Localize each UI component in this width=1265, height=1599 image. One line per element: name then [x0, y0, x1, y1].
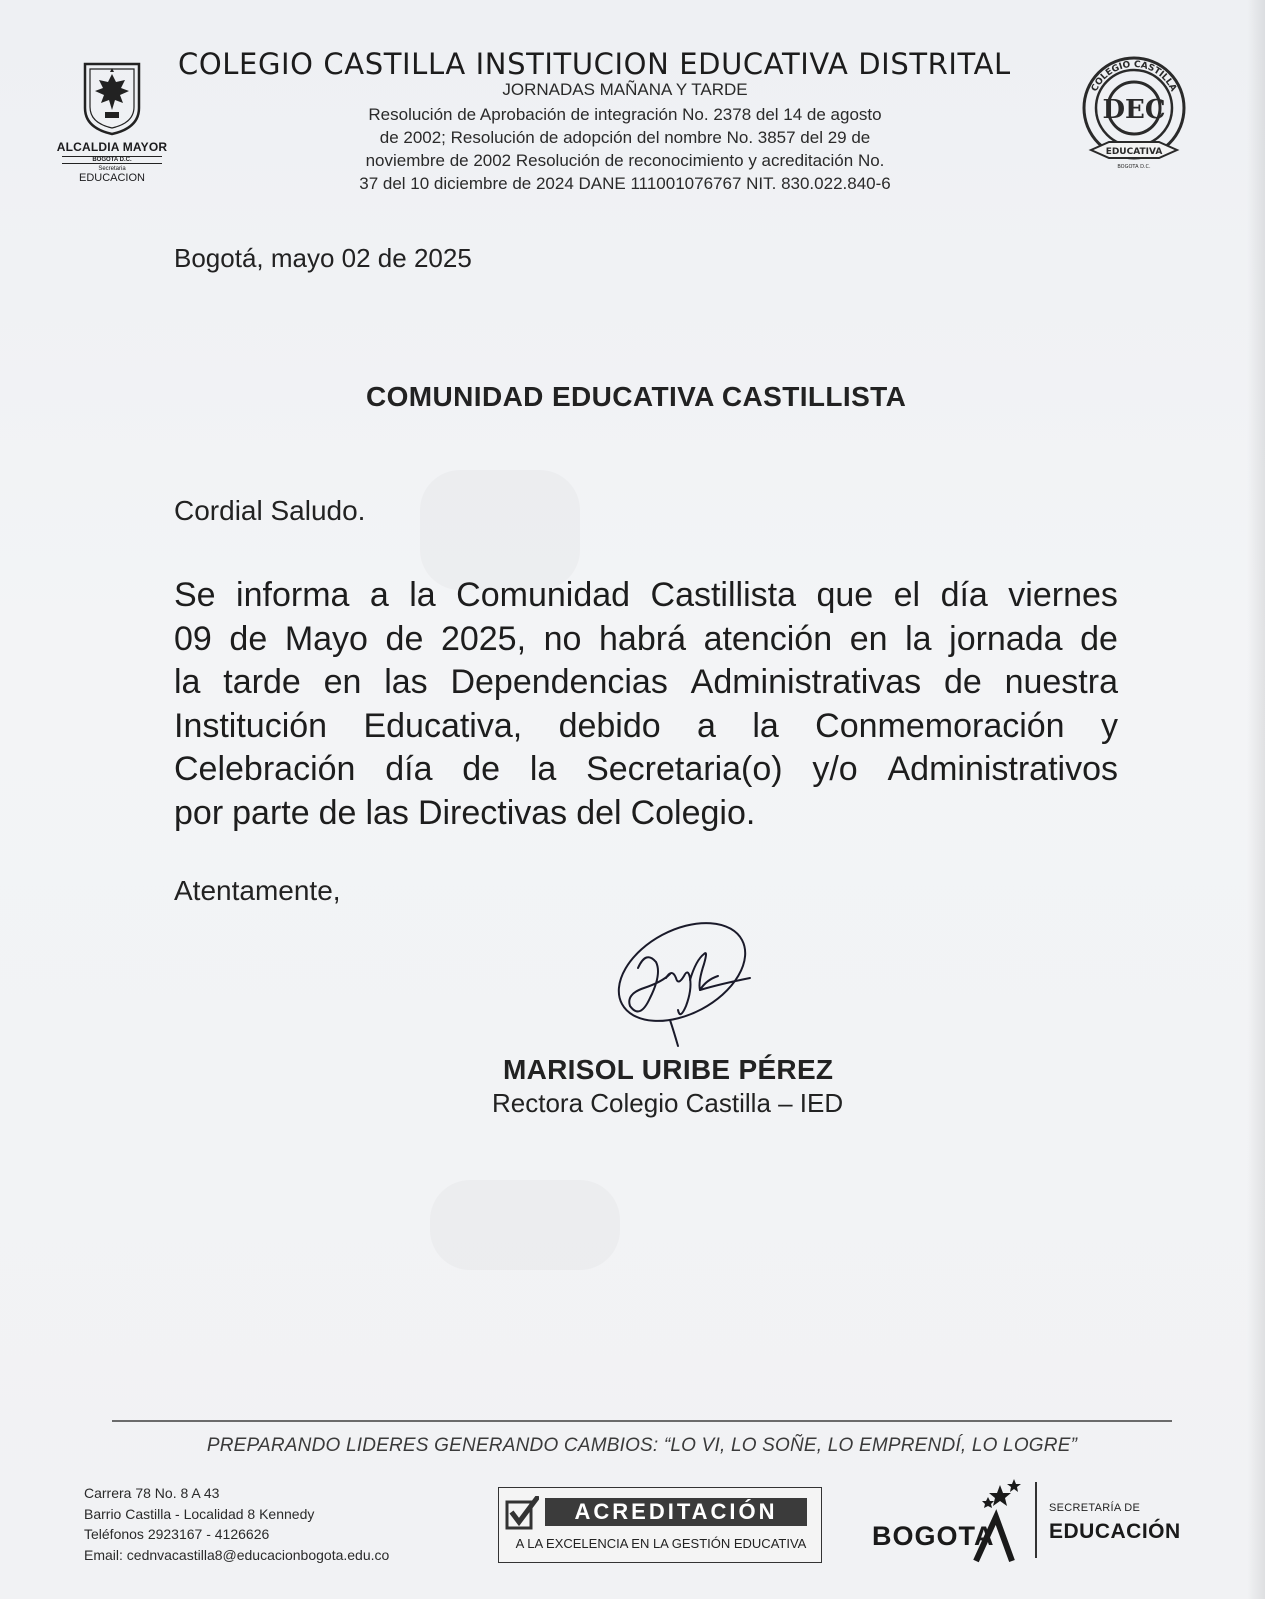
school-shifts: JORNADAS MAÑANA Y TARDE: [502, 80, 748, 99]
footer-logo-divider: [1035, 1482, 1037, 1558]
body-word: la: [752, 706, 779, 745]
body-word: 2025,: [440, 619, 527, 658]
body-line: [174, 661, 1118, 705]
body-word: Institución: [174, 706, 328, 745]
body-word: día: [385, 750, 433, 788]
body-word: que: [816, 576, 874, 614]
signer-role: Rectora Colegio Castilla – IED: [492, 1088, 844, 1118]
resolution-line: noviembre de 2002 Resolución de reconocimiento y acreditación No.: [365, 151, 885, 170]
body-word: Conmemoración: [815, 706, 1065, 745]
body-word: no: [543, 619, 582, 658]
body-word: debido: [558, 706, 661, 745]
letter-addressee: COMUNIDAD EDUCATIVA CASTILLISTA: [366, 381, 907, 412]
letter-body: [174, 574, 1118, 835]
body-word: Secretaria(o): [586, 750, 783, 788]
body-word: Se: [174, 576, 216, 614]
body-word: Colegio.: [630, 793, 756, 832]
body-word: día: [940, 576, 988, 614]
body-word: nuestra: [1004, 663, 1118, 701]
body-word: y/o: [812, 750, 858, 788]
body-word: tarde: [223, 663, 301, 701]
body-word: Administrativas: [690, 663, 922, 701]
body-word: el: [893, 576, 921, 614]
letter-date: Bogotá, mayo 02 de 2025: [174, 243, 472, 273]
body-word: de: [1080, 619, 1118, 658]
alcaldia-logo: [52, 60, 172, 196]
contact-address: Carrera 78 No. 8 A 43: [84, 1485, 220, 1501]
coat-of-arms-icon: [81, 60, 143, 136]
school-motto: PREPARANDO LIDERES GENERANDO CAMBIOS: “LO VI, LO SOÑE, LO EMPRENDÍ, LO LOGRE”: [206, 1435, 1078, 1456]
paper-bleed-through: [430, 1180, 620, 1270]
body-word: de: [462, 750, 501, 788]
body-word: por: [174, 793, 224, 832]
bogota-stars-icon: [968, 1479, 1028, 1563]
resolution-line: Resolución de Aprobación de integración No. 2378 del 14 de agosto: [368, 105, 882, 124]
handwritten-signature: [600, 920, 780, 1050]
body-word: Mayo: [284, 619, 368, 658]
body-line: [174, 705, 1118, 749]
body-word: Administrativos: [887, 750, 1118, 788]
secretaria-label: Secretaria: [98, 166, 126, 172]
educacion-label: EDUCACIÓN: [1049, 1520, 1181, 1543]
contact-email: Email: cednvacastilla8@educacionbogota.edu.co: [84, 1546, 390, 1563]
body-word: atención: [703, 619, 833, 658]
contact-neighborhood: Barrio Castilla - Localidad 8 Kennedy: [84, 1505, 315, 1522]
body-word: de: [385, 619, 424, 658]
school-seal-icon: [1079, 50, 1189, 176]
body-word: en: [849, 619, 888, 658]
resolution-line: 37 del 10 diciembre de 2024 DANE 111001076767 NIT. 830.022.840-6: [359, 174, 891, 193]
body-word: la: [409, 576, 436, 614]
svg-text:COLEGIO CASTILLA: [1090, 60, 1178, 93]
body-word: Comunidad: [456, 576, 631, 614]
body-word: habrá: [599, 619, 686, 658]
signer-name: MARISOL URIBE PÉREZ: [503, 1054, 834, 1085]
body-word: de: [943, 663, 982, 701]
seal-monogram: DEC: [1102, 95, 1166, 125]
body-word: las: [365, 793, 409, 832]
educacion-label: EDUCACION: [78, 172, 145, 184]
body-word: la: [174, 663, 201, 701]
resolution-block: [320, 103, 930, 195]
body-word: Celebración: [174, 750, 356, 788]
footer-divider: [112, 1420, 1172, 1422]
paper-bleed-through: [420, 470, 580, 590]
alcaldia-label: ALCALDIA MAYOR: [56, 140, 168, 154]
body-word: viernes: [1008, 576, 1118, 614]
body-word: la: [529, 750, 557, 788]
letter-greeting: Cordial Saludo.: [174, 495, 366, 526]
body-line: [174, 618, 1118, 662]
body-word: jornada: [949, 619, 1063, 658]
body-word: en: [323, 663, 362, 701]
bogota-wordmark: BOGOTA: [872, 1521, 995, 1551]
secretaria-label: SECRETARÍA DE: [1049, 1502, 1141, 1514]
school-name: COLEGIO CASTILLA INSTITUCION EDUCATIVA DISTRITAL: [178, 47, 1011, 81]
seal-band-text: EDUCATIVA: [1105, 147, 1163, 157]
checkmark-icon: [505, 1496, 539, 1530]
seal-top-text: COLEGIO CASTILLA: [1089, 59, 1179, 94]
body-word: a: [697, 706, 716, 745]
body-word: Dependencias: [450, 663, 668, 701]
body-line: [174, 574, 1118, 618]
body-word: a: [369, 576, 389, 614]
bogota-logo: [872, 1479, 1032, 1569]
body-word: del: [576, 793, 622, 832]
body-word: la: [905, 619, 932, 658]
body-word: parte: [232, 793, 310, 832]
accreditation-badge: [498, 1487, 822, 1563]
body-word: Directivas: [417, 793, 568, 832]
body-word: las: [384, 663, 428, 701]
seal-bottom-text: BOGOTA D.C.: [1117, 164, 1151, 170]
body-line: [174, 748, 1118, 792]
school-seal-logo: [1079, 50, 1189, 176]
contact-info: [84, 1483, 389, 1565]
body-word: informa: [236, 576, 350, 614]
accreditation-subtitle: A LA EXCELENCIA EN LA GESTIÓN EDUCATIVA: [515, 1536, 807, 1551]
body-line: [174, 792, 1118, 836]
resolution-line: de 2002; Resolución de adopción del nombre No. 3857 del 29 de: [379, 128, 871, 147]
body-word: Educativa,: [363, 706, 523, 745]
contact-phones: Teléfonos 2923167 - 4126626: [84, 1526, 270, 1542]
body-word: de: [318, 793, 357, 832]
body-word: y: [1100, 706, 1118, 745]
letter-closing: Atentamente,: [174, 875, 341, 906]
bogota-label: BOGOTA D.C.: [62, 156, 162, 164]
accreditation-title: ACREDITACIÓN: [545, 1498, 807, 1526]
body-word: de: [229, 619, 268, 658]
paper-edge-shadow: [1247, 0, 1265, 1599]
body-word: 09: [174, 619, 212, 658]
body-word: Castillista: [650, 576, 796, 614]
